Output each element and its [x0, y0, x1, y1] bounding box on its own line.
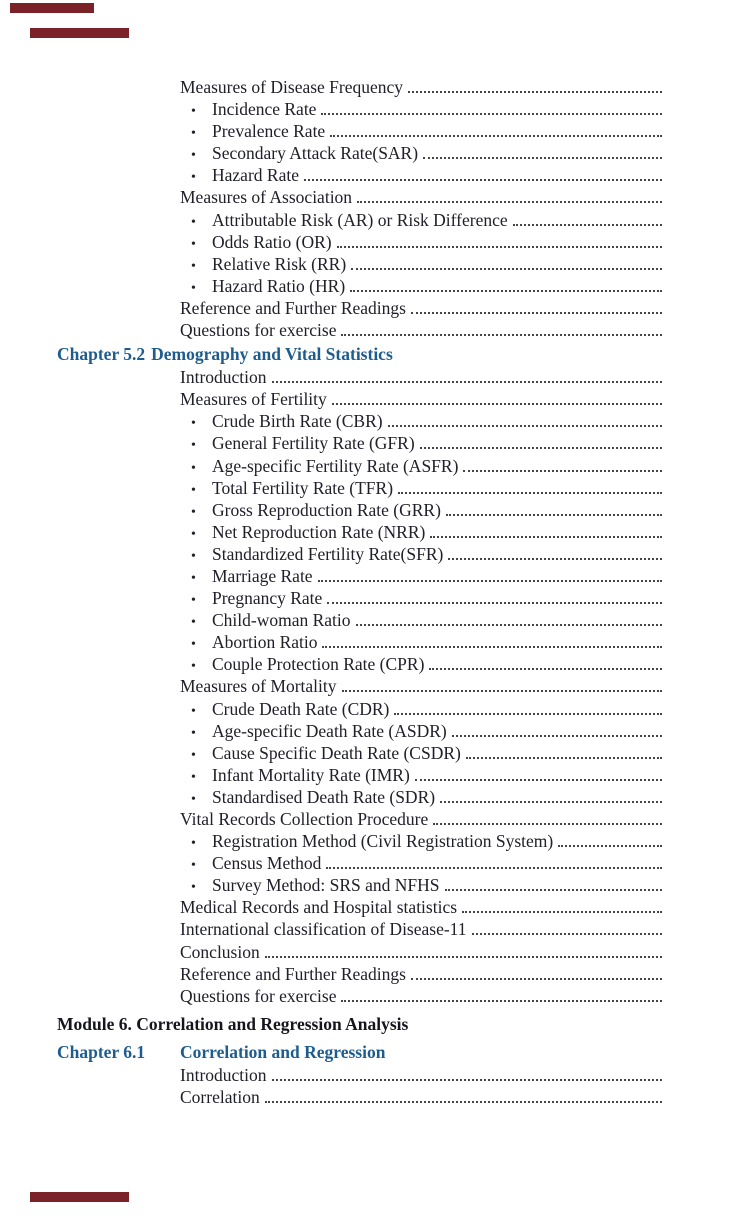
- toc-entry-label: Standardized Fertility Rate(SFR): [212, 543, 444, 564]
- dotted-leader: [398, 492, 662, 494]
- toc-entry-label: Couple Protection Rate (CPR): [212, 654, 425, 675]
- dotted-leader: [448, 558, 662, 560]
- dotted-leader: [411, 312, 662, 314]
- toc-bullet-item: [57, 830, 663, 852]
- toc-row: [57, 808, 663, 830]
- bullet-icon: •: [191, 280, 196, 296]
- dotted-leader: [388, 425, 662, 427]
- toc-entry-label: Vital Records Collection Procedure: [180, 809, 429, 829]
- toc-entry-label: Gross Reproduction Rate (GRR): [212, 499, 441, 520]
- toc-entry-label: Age-specific Death Rate (ASDR): [212, 720, 447, 741]
- toc-entry-label: Reference and Further Readings: [180, 297, 406, 318]
- dotted-leader: [357, 201, 662, 203]
- bullet-icon: •: [191, 416, 196, 432]
- dotted-leader: [356, 624, 662, 626]
- toc-entry-label: Relative Risk (RR): [212, 253, 347, 274]
- toc-entry-label: Introduction: [180, 367, 267, 388]
- toc-entry-label: Hazard Rate: [212, 165, 299, 186]
- toc-bullet-item: [57, 852, 663, 874]
- bullet-icon: •: [191, 769, 196, 785]
- bullet-icon: •: [191, 836, 196, 852]
- bullet-icon: •: [191, 858, 196, 874]
- toc-entry-label: Pregnancy Rate: [212, 588, 323, 609]
- bullet-icon: •: [191, 615, 196, 631]
- chapter-number: Chapter 6.1: [57, 1041, 146, 1062]
- toc-entry-label: Correlation: [180, 1086, 260, 1107]
- bullet-icon: •: [191, 548, 196, 564]
- dotted-leader: [462, 911, 662, 913]
- dotted-leader: [394, 713, 662, 715]
- top-bar-2: [30, 28, 129, 38]
- toc-bullet-item: [57, 742, 663, 764]
- toc-bullet-item: [57, 410, 663, 432]
- toc-entry-label: Hazard Ratio (HR): [212, 275, 346, 296]
- toc-entry-label: Measures of Association: [180, 187, 353, 208]
- toc-bullet-item: [57, 432, 663, 454]
- toc-entry-label: Measures of Fertility: [180, 389, 327, 410]
- bullet-icon: •: [191, 104, 196, 120]
- toc-entry-label: Measures of Mortality: [180, 676, 337, 697]
- toc-row: [57, 675, 663, 697]
- toc-bullet-item: [57, 164, 663, 186]
- toc-row: [57, 963, 663, 985]
- bullet-icon: •: [191, 747, 196, 763]
- dotted-leader: [423, 157, 662, 159]
- dotted-leader: [337, 246, 662, 248]
- toc-bullet-item: [57, 653, 663, 675]
- dotted-leader: [351, 268, 662, 270]
- toc-entry-label: Infant Mortality Rate (IMR): [212, 764, 410, 785]
- toc-row: [57, 918, 663, 940]
- toc-entry-label: Odds Ratio (OR): [212, 231, 332, 252]
- bullet-icon: •: [191, 170, 196, 186]
- toc-entry-label: Crude Birth Rate (CBR): [212, 411, 383, 432]
- toc-bullet-item: [57, 209, 663, 231]
- toc-entry-label: Measures of Disease Frequency: [180, 77, 404, 97]
- dotted-leader: [272, 1079, 662, 1081]
- toc-entry-label: Cause Specific Death Rate (CSDR): [212, 742, 461, 763]
- dotted-leader: [327, 602, 662, 604]
- bullet-icon: •: [191, 258, 196, 274]
- toc-entry-label: Attributable Risk (AR) or Risk Difference: [212, 209, 508, 230]
- dotted-leader: [440, 801, 662, 803]
- bullet-icon: •: [191, 482, 196, 498]
- toc-entry-label: Net Reproduction Rate (NRR): [212, 521, 426, 542]
- toc-row: [57, 186, 663, 208]
- bullet-icon: •: [191, 236, 196, 252]
- toc-entry-label: Age-specific Fertility Rate (ASFR): [212, 455, 459, 476]
- toc-bullet-item: [57, 499, 663, 521]
- toc-row: [57, 366, 663, 388]
- dotted-leader: [350, 290, 662, 292]
- toc-entry-label: Module 6. Correlation and Regression Analysis: [57, 1013, 409, 1034]
- toc-bullet-item: [57, 253, 663, 275]
- bullet-icon: •: [191, 126, 196, 142]
- toc-bullet-item: [57, 455, 663, 477]
- dotted-leader: [321, 113, 662, 115]
- toc-bullet-item: [57, 720, 663, 742]
- dotted-leader: [433, 823, 662, 825]
- toc-entry-label: Child-woman Ratio: [212, 610, 351, 631]
- toc-entry-label: Questions for exercise: [180, 985, 337, 1006]
- toc-entry-label: Reference and Further Readings: [180, 963, 406, 984]
- bullet-icon: •: [191, 725, 196, 741]
- dotted-leader: [558, 845, 662, 847]
- toc-row: [57, 76, 663, 98]
- toc-row: [57, 896, 663, 918]
- toc-bullet-item: [57, 521, 663, 543]
- toc-bullet-item: [57, 786, 663, 808]
- top-bar-1: [10, 3, 94, 13]
- toc-entry-label: Marriage Rate: [212, 565, 313, 586]
- dotted-leader: [330, 135, 662, 137]
- toc-entry-label: Survey Method: SRS and NFHS: [212, 875, 440, 896]
- bullet-icon: •: [191, 703, 196, 719]
- toc-bullet-item: [57, 587, 663, 609]
- toc-row: [57, 941, 663, 963]
- chapter-heading: [57, 343, 663, 366]
- toc-bullet-item: [57, 142, 663, 164]
- bullet-icon: •: [191, 526, 196, 542]
- bullet-icon: •: [191, 659, 196, 675]
- toc-entry-label: Standardised Death Rate (SDR): [212, 786, 436, 807]
- toc-bullet-item: [57, 609, 663, 631]
- toc-row: [57, 1064, 663, 1086]
- dotted-leader: [466, 757, 662, 759]
- dotted-leader: [342, 690, 663, 692]
- chapter-heading: [57, 1041, 663, 1064]
- toc-entry-label: General Fertility Rate (GFR): [212, 433, 415, 454]
- dotted-leader: [445, 889, 662, 891]
- toc-entry-label: Questions for exercise: [180, 320, 337, 341]
- dotted-leader: [408, 91, 662, 93]
- toc-row: [57, 319, 663, 341]
- toc-row: [57, 297, 663, 319]
- dotted-leader: [452, 735, 662, 737]
- dotted-leader: [472, 933, 662, 935]
- toc-entry-label: Secondary Attack Rate(SAR): [212, 143, 419, 164]
- bullet-icon: •: [191, 637, 196, 653]
- bullet-icon: •: [191, 438, 196, 454]
- dotted-leader: [430, 536, 662, 538]
- toc-entry-label: Incidence Rate: [212, 99, 317, 120]
- toc-bullet-item: [57, 631, 663, 653]
- toc-entry-label: Correlation and Regression: [180, 1041, 386, 1062]
- dotted-leader: [272, 381, 662, 383]
- dotted-leader: [265, 1101, 662, 1103]
- bullet-icon: •: [191, 593, 196, 609]
- dotted-leader: [341, 334, 662, 336]
- bullet-icon: •: [191, 504, 196, 520]
- dotted-leader: [420, 447, 662, 449]
- toc-entry-label: International classification of Disease-11: [180, 919, 467, 940]
- bottom-bar: [30, 1192, 129, 1202]
- toc-entry-label: Registration Method (Civil Registration System): [212, 831, 554, 852]
- bullet-icon: •: [191, 880, 196, 896]
- toc-entry-label: Conclusion: [180, 941, 260, 962]
- dotted-leader: [446, 514, 662, 516]
- toc-bullet-item: [57, 565, 663, 587]
- toc-bullet-item: [57, 764, 663, 786]
- toc-row: [57, 985, 663, 1007]
- bullet-icon: •: [191, 460, 196, 476]
- module-heading: [57, 1013, 663, 1036]
- toc-entry-label: Total Fertility Rate (TFR): [212, 477, 394, 498]
- toc-bullet-item: [57, 120, 663, 142]
- toc-entry-label: Census Method: [212, 853, 322, 874]
- toc-row: [57, 388, 663, 410]
- chapter-number: Chapter 5.2: [57, 344, 146, 365]
- dotted-leader: [318, 580, 662, 582]
- toc-entry-label: Abortion Ratio: [212, 632, 318, 653]
- dotted-leader: [341, 1000, 662, 1002]
- toc-entry-label: Prevalence Rate: [212, 121, 326, 142]
- bullet-icon: •: [191, 570, 196, 586]
- dotted-leader: [326, 867, 662, 869]
- table-of-contents: [57, 76, 663, 1108]
- toc-bullet-item: [57, 477, 663, 499]
- dotted-leader: [322, 646, 662, 648]
- bullet-icon: •: [191, 148, 196, 164]
- toc-bullet-item: [57, 543, 663, 565]
- toc-bullet-item: [57, 698, 663, 720]
- dotted-leader: [513, 224, 662, 226]
- dotted-leader: [304, 179, 662, 181]
- toc-bullet-item: [57, 874, 663, 896]
- bullet-icon: •: [191, 214, 196, 230]
- dotted-leader: [415, 779, 662, 781]
- toc-bullet-item: [57, 98, 663, 120]
- dotted-leader: [411, 978, 662, 980]
- bullet-icon: •: [191, 791, 196, 807]
- toc-bullet-item: [57, 275, 663, 297]
- dotted-leader: [332, 403, 662, 405]
- toc-entry-label: Medical Records and Hospital statistics: [180, 897, 458, 918]
- toc-entry-label: Crude Death Rate (CDR): [212, 698, 390, 719]
- dotted-leader: [265, 956, 662, 958]
- toc-bullet-item: [57, 231, 663, 253]
- toc-row: [57, 1086, 663, 1108]
- dotted-leader: [429, 668, 662, 670]
- toc-entry-label: Demography and Vital Statistics: [151, 344, 393, 365]
- dotted-leader: [463, 470, 662, 472]
- toc-entry-label: Introduction: [180, 1064, 267, 1085]
